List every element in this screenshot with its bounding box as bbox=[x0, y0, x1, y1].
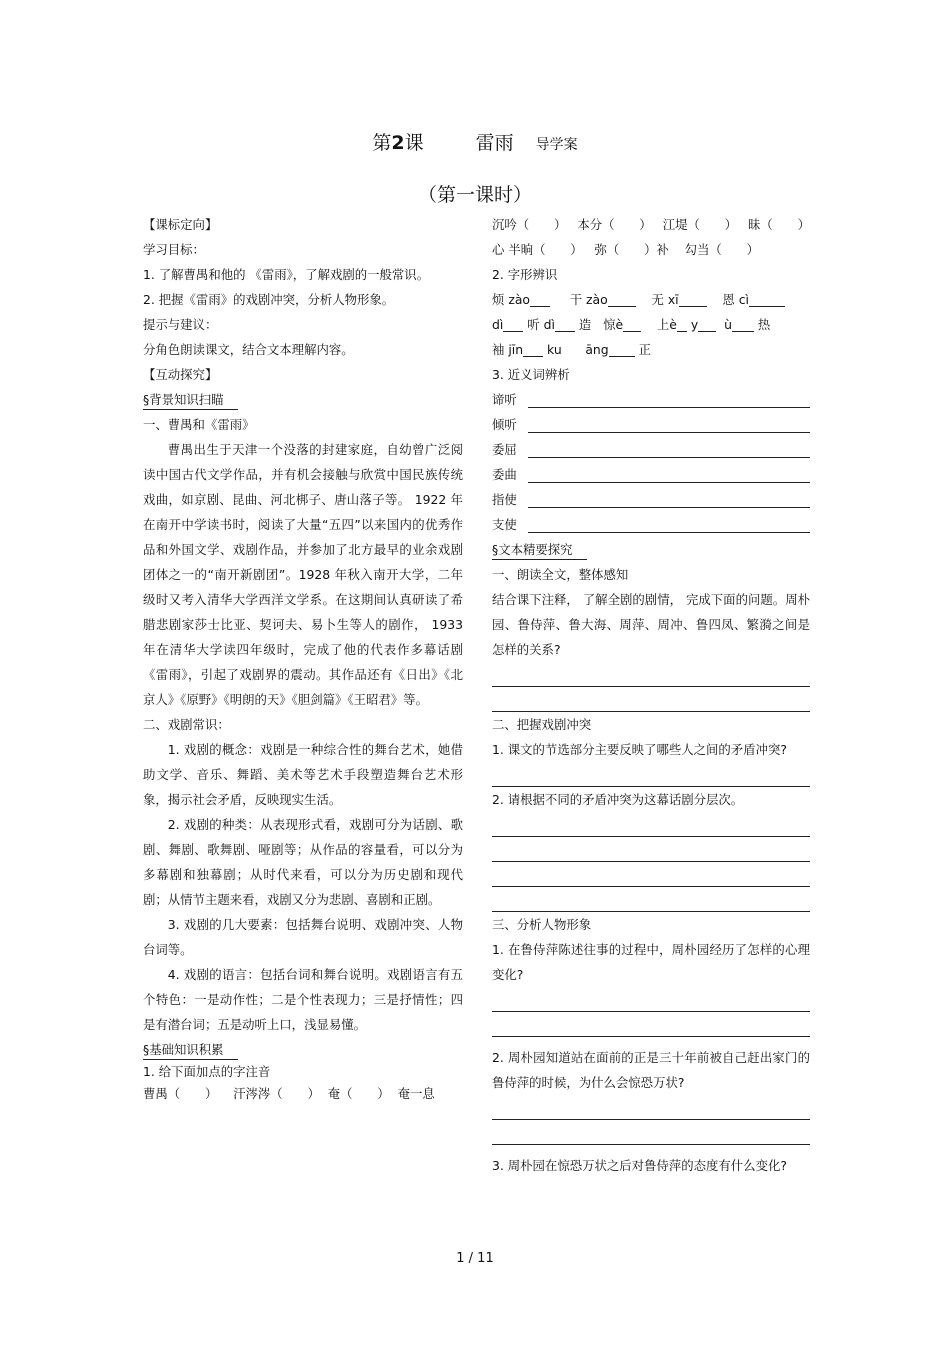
drama-item: 1. 戏剧的概念：戏剧是一种综合性的舞台艺术，她借助文学、音乐、舞蹈、美术等艺术手段塑造舞台艺术形象，揭示社会矛盾，反映现实生活。 bbox=[143, 742, 463, 807]
pron-item: 本分（ ） bbox=[577, 217, 652, 232]
text-heading: §文本精要探究 bbox=[492, 540, 587, 560]
page-number: 1 / 11 bbox=[456, 1251, 494, 1266]
synonym-row bbox=[492, 487, 810, 512]
glyph-line bbox=[492, 312, 810, 337]
goal-item: 1. 了解曹禺和他的 《雷雨》，了解戏剧的一般常识。 bbox=[143, 267, 430, 282]
glyph-item: 袖 jīn bbox=[492, 342, 524, 357]
question: 1. 在鲁侍萍陈述往事的过程中，周朴园经历了怎样的心理变化? bbox=[492, 942, 810, 982]
pron-line bbox=[492, 212, 810, 237]
pron-item: 汗涔涔（ ） bbox=[233, 1086, 320, 1101]
pron-item: 奄一息 bbox=[397, 1086, 435, 1101]
glyph-item: 上è bbox=[656, 317, 677, 332]
glyph-line bbox=[492, 337, 810, 362]
question: 3. 周朴园在惊恐万状之后对鲁侍萍的态度有什么变化? bbox=[492, 1158, 787, 1173]
answer-line[interactable] bbox=[492, 862, 810, 887]
goals-label: 学习目标： bbox=[143, 242, 205, 257]
question: 2. 字形辨识 bbox=[492, 267, 558, 282]
pron-item: 勾当（ ） bbox=[684, 242, 759, 257]
answer-line[interactable] bbox=[528, 532, 810, 533]
drama-item: 4. 戏剧的语言：包括台词和舞台说明。戏剧语言有五个特色：一是动作性；二是个性表现力；三是抒情性；四是有潜台词；五是动听上口，浅显易懂。 bbox=[143, 967, 463, 1032]
pron-item: 沉吟（ ） bbox=[492, 217, 567, 232]
answer-line[interactable] bbox=[528, 457, 810, 458]
subsection-heading: 一、朗读全文，整体感知 bbox=[492, 567, 629, 582]
glyph-item: 造 bbox=[578, 317, 592, 332]
glyph-item: āng bbox=[585, 342, 609, 357]
synonym-row bbox=[492, 412, 810, 437]
title-unit: 课 bbox=[404, 132, 424, 154]
answer-line[interactable] bbox=[528, 407, 810, 408]
glyph-line bbox=[492, 287, 810, 312]
glyph-item: 恩 cì bbox=[722, 292, 749, 307]
page-title bbox=[0, 128, 950, 155]
title-prefix: 第 bbox=[372, 132, 392, 154]
lesson-number: 2 bbox=[391, 132, 405, 154]
subsection-heading: 二、把握戏剧冲突 bbox=[492, 717, 592, 732]
question: 1. 给下面加点的字注音 bbox=[143, 1064, 271, 1079]
right-column bbox=[492, 212, 810, 1178]
answer-line[interactable] bbox=[528, 432, 810, 433]
synonym-row bbox=[492, 462, 810, 487]
answer-line[interactable] bbox=[492, 662, 810, 687]
question: 1. 课文的节选部分主要反映了哪些人之间的矛盾冲突? bbox=[492, 742, 787, 757]
answer-line[interactable] bbox=[492, 762, 810, 787]
synonym-word: 委曲 bbox=[492, 467, 517, 482]
subsection-heading: 一、曹禺和《雷雨》 bbox=[143, 417, 255, 432]
subsection-heading: 三、分析人物形象 bbox=[492, 917, 592, 932]
synonym-word: 委屈 bbox=[492, 442, 517, 457]
glyph-item: 正 bbox=[638, 342, 651, 357]
glyph-item: 热 bbox=[757, 317, 771, 332]
section-heading: 【课标定向】 bbox=[143, 217, 218, 232]
synonym-row bbox=[492, 437, 810, 462]
pron-line bbox=[143, 1081, 463, 1106]
glyph-item: 听 dì bbox=[527, 317, 555, 332]
title-suffix: 导学案 bbox=[535, 137, 578, 153]
synonym-word: 指使 bbox=[492, 492, 517, 507]
glyph-item: y bbox=[690, 317, 699, 332]
left-column bbox=[143, 212, 463, 1106]
answer-line[interactable] bbox=[492, 1120, 810, 1145]
tips-text: 分角色朗读课文，结合文本理解内容。 bbox=[143, 342, 354, 357]
glyph-item: dì bbox=[492, 317, 504, 332]
question: 结合课下注释， 了解全剧的剧情， 完成下面的问题。周朴园、鲁侍萍、鲁大海、周萍、周冲、鲁四凤、繁漪之间是怎样的关系? bbox=[492, 592, 810, 657]
answer-line[interactable] bbox=[528, 507, 810, 508]
glyph-item: 惊è bbox=[603, 317, 624, 332]
pron-item: 弥（ ）补 bbox=[594, 242, 669, 257]
drama-item: 3. 戏剧的几大要素：包括舞台说明、戏剧冲突、人物台词等。 bbox=[143, 917, 463, 957]
synonym-word: 谛听 bbox=[492, 392, 517, 407]
answer-line[interactable] bbox=[492, 987, 810, 1012]
question: 2. 请根据不同的矛盾冲突为这幕话剧分层次。 bbox=[492, 792, 744, 807]
answer-line[interactable] bbox=[492, 1012, 810, 1037]
synonym-word: 支使 bbox=[492, 517, 517, 532]
answer-line[interactable] bbox=[492, 887, 810, 912]
pron-item: 曹禺（ ） bbox=[143, 1086, 218, 1101]
basic-heading: §基础知识积累 bbox=[143, 1040, 238, 1060]
glyph-item: ù bbox=[724, 317, 732, 332]
answer-line[interactable] bbox=[492, 687, 810, 712]
answer-line[interactable] bbox=[492, 1095, 810, 1120]
bio-paragraph: 曹禺出生于天津一个没落的封建家庭，自幼曾广泛阅读中国古代文学作品，并有机会接触与欣赏中国民族传统戏曲，如京剧、昆曲、河北梆子、唐山落子等。 1922 年在南开中学读书时，阅读了大量“五四”以来国内的优秀作品和外国文学、戏剧作品，并参加了北方最早的业余戏剧团体之一的“南开新剧团”。1928 年秋入南开大学，二年级时又考入清华大学西洋文学系。在这期间认真研读了希腊悲剧家莎士比亚、契诃夫、易卜生等人的剧作， 1933 年在清华大学读四年级时，完成了他的代表作多幕话剧《雷雨》，引起了戏剧界的震动。其作品还有《日出》《北京人》《原野》《明朗的天》《胆剑篇》《王昭君》等。 bbox=[143, 442, 463, 707]
synonym-row bbox=[492, 387, 810, 412]
pron-item: 心 半晌（ ） bbox=[492, 242, 583, 257]
glyph-item: 烦 zào bbox=[492, 292, 531, 307]
background-heading: §背景知识扫瞄 bbox=[143, 390, 238, 410]
goal-item: 2. 把握《雷雨》的戏剧冲突，分析人物形象。 bbox=[143, 292, 395, 307]
glyph-item: 干 zào bbox=[569, 292, 608, 307]
pron-line bbox=[492, 237, 810, 262]
drama-item: 2. 戏剧的种类：从表现形式看，戏剧可分为话剧、歌剧、舞剧、歌舞剧、哑剧等；从作品的容量看，可以分为多幕剧和独幕剧；从时代来看，可以分为历史剧和现代剧；从情节主题来看，戏剧又分为悲剧、喜剧和正剧。 bbox=[143, 817, 463, 907]
tips-label: 提示与建议： bbox=[143, 317, 218, 332]
pron-item: 江堤（ ） bbox=[662, 217, 738, 232]
glyph-item: ku bbox=[547, 342, 562, 357]
pron-item: 昧（ ） bbox=[748, 217, 810, 232]
subsection-heading: 二、戏剧常识： bbox=[143, 717, 230, 732]
glyph-item: 无 xī bbox=[651, 292, 679, 307]
synonym-word: 倾听 bbox=[492, 417, 517, 432]
question: 3. 近义词辨析 bbox=[492, 367, 570, 382]
answer-line[interactable] bbox=[528, 482, 810, 483]
answer-line[interactable] bbox=[492, 812, 810, 837]
section-heading: 【互动探究】 bbox=[143, 367, 218, 382]
synonym-row bbox=[492, 512, 810, 537]
pron-item: 奄（ ） bbox=[327, 1086, 390, 1101]
page-subtitle: （第一课时） bbox=[417, 184, 532, 206]
lesson-name: 雷雨 bbox=[475, 132, 514, 154]
answer-line[interactable] bbox=[492, 837, 810, 862]
question: 2. 周朴园知道站在面前的正是三十年前被自己赶出家门的鲁侍萍的时候，为什么会惊恐万状? bbox=[492, 1050, 810, 1090]
